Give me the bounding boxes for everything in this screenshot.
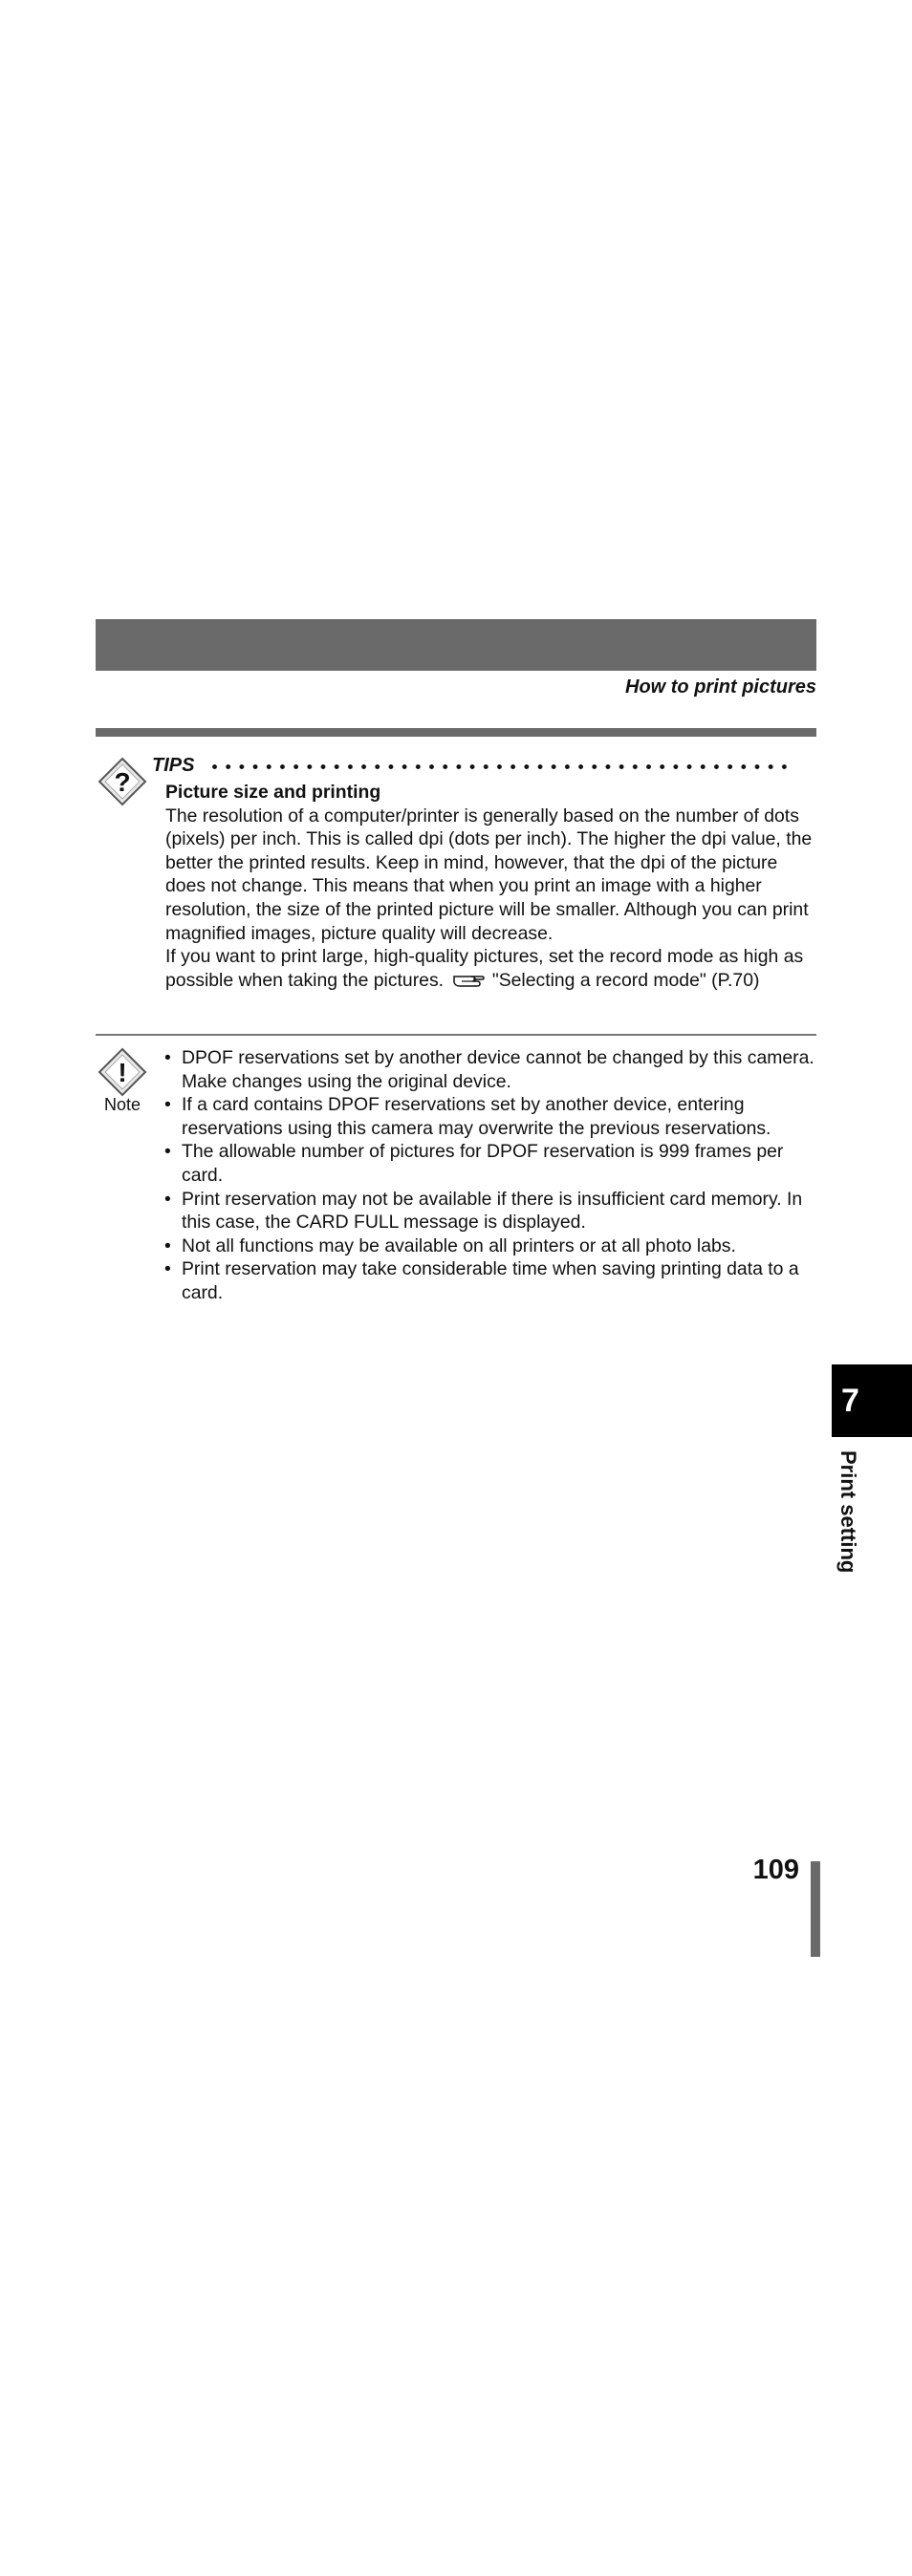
- note-item: • The allowable number of pictures for DPOF reservation is 999 frames per card.: [164, 1140, 822, 1187]
- note-item: • DPOF reservations set by another device cannot be changed by this camera. Make changes using the original device.: [164, 1046, 822, 1093]
- page-number: 109: [752, 1855, 799, 1885]
- note-item: • Not all functions may be available on all printers or at all photo labs.: [164, 1234, 822, 1258]
- svg-text:!: !: [118, 1058, 127, 1087]
- header-bar: [96, 619, 816, 671]
- note-list: [164, 1046, 822, 1305]
- tips-note-divider: [96, 1034, 816, 1036]
- note-item: • Print reservation may not be available if there is insufficient card memory. In this case, the CARD FULL message is displayed.: [164, 1188, 822, 1234]
- tips-paragraph-reference: [165, 945, 817, 992]
- note-item: • Print reservation may take considerable time when saving printing data to a card.: [164, 1257, 822, 1304]
- chapter-label-container: [832, 1450, 864, 1594]
- question-diamond-icon: [98, 757, 147, 806]
- note-item: • If a card contains DPOF reservations set by another device, entering reservations using this camera may overwrite the previous reservations.: [164, 1093, 822, 1140]
- section-divider: [96, 728, 816, 737]
- tips-paragraph: The resolution of a computer/printer is generally based on the number of dots (pixels) per inch. This is called dpi (dots per inch). The higher the dpi value, the better the printed results. Keep in mind, however, that the dpi of the picture does not change. This means that when you print an image with a higher resolution, the size of the printed picture will be smaller. Although you can print magnified images, picture quality will decrease.: [165, 805, 813, 944]
- note-label: Note: [103, 1095, 141, 1114]
- page-number-bar: [811, 1861, 820, 1957]
- chapter-number: 7: [841, 1383, 859, 1419]
- chapter-label: Print setting: [836, 1450, 860, 1574]
- exclamation-diamond-icon: [98, 1047, 147, 1097]
- tips-dotted-rule: [212, 764, 795, 769]
- section-title: How to print pictures: [625, 676, 816, 698]
- tips-heading: Picture size and printing: [165, 782, 381, 803]
- tips-paragraph-text: If you want to print large, high-quality pictures, set the record mode as high as possible when taking the pictures.: [165, 946, 804, 991]
- tips-reference-link[interactable]: "Selecting a record mode" (P.70): [491, 969, 760, 991]
- pointing-hand-reference-icon: [452, 972, 485, 989]
- tips-body: [165, 781, 817, 992]
- tips-label: TIPS: [152, 755, 195, 776]
- svg-text:?: ?: [114, 767, 131, 797]
